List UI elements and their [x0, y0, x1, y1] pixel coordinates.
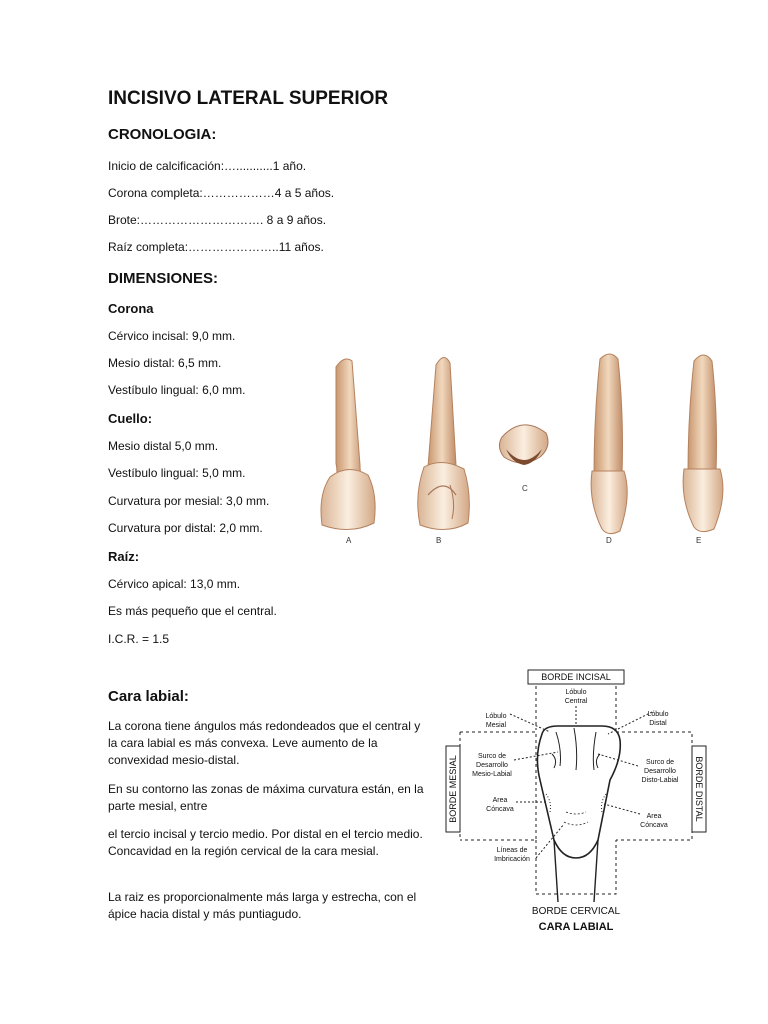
tooth-label-d: D — [606, 536, 612, 545]
concave-areas — [546, 794, 606, 812]
surco-disto-label: Desarrollo — [644, 768, 676, 775]
root-outline — [554, 840, 598, 902]
borde-distal-label: BORDE DISTAL — [694, 756, 704, 822]
cronologia-item: Raíz completa:…………………..11 años. — [108, 240, 324, 254]
surco-disto-label: Disto-Labial — [641, 777, 679, 784]
cara-labial-heading: Cara labial: — [108, 688, 189, 705]
cronologia-item: Corona completa:………………4 a 5 años. — [108, 186, 335, 200]
cronologia-heading: CRONOLOGIA: — [108, 126, 217, 143]
tooth-label-a: A — [346, 536, 352, 545]
lobulo-central-label: Lóbulo — [565, 689, 587, 696]
lobulo-mesial-label: Mesial — [485, 722, 507, 729]
cara-labial-paragraph: La raiz es proporcionalmente más larga y estrecha, con el ápice hacia distal y más puntiagudo. — [108, 890, 417, 921]
tooth-view-d — [591, 354, 627, 545]
corona-item: Mesio distal: 6,5 mm. — [108, 356, 222, 370]
tooth-view-c — [499, 425, 548, 493]
tooth-view-b — [418, 357, 470, 545]
raiz-item: I.C.R. = 1.5 — [108, 632, 170, 646]
cara-labial-paragraph: En su contorno las zonas de máxima curvatura están, en la parte mesial, entre — [108, 782, 424, 813]
lobulo-distal-label: Lóbulo — [647, 711, 669, 718]
tooth-label-e: E — [696, 536, 702, 545]
developmental-grooves — [556, 728, 596, 770]
cronologia-item: Brote:…………………………. 8 a 9 años. — [108, 213, 327, 227]
tooth-label-c: C — [522, 484, 528, 493]
area-concava-right-label: Cóncava — [640, 822, 668, 829]
surco-disto-label: Surco de — [645, 759, 675, 766]
area-concava-right-label: Area — [646, 813, 662, 820]
surco-mesio-label: Mesio-Labial — [472, 771, 512, 778]
cronologia-item: Inicio de calcificación:…...........1 año. — [108, 159, 307, 173]
diagram-caption: CARA LABIAL — [538, 921, 614, 933]
cuello-heading: Cuello: — [108, 411, 153, 426]
tooth-view-a — [321, 359, 375, 545]
cara-labial-paragraph: La corona tiene ángulos más redondeados que el central y la cara labial es más convexa. Leve aumento de la convexidad mesio-distal. — [108, 719, 421, 767]
mesial-frame — [460, 732, 536, 840]
borde-mesial-label: BORDE MESIAL — [448, 755, 458, 823]
lobulo-distal-label: Distal — [649, 720, 667, 727]
tooth-views-illustration — [300, 345, 740, 550]
cuello-item: Mesio distal 5,0 mm. — [108, 439, 219, 453]
crown-outline — [537, 726, 620, 858]
area-concava-left-label: Cóncava — [486, 806, 514, 813]
lineas-label: Líneas de — [496, 847, 528, 854]
area-concava-left-label: Area — [492, 797, 508, 804]
surco-mesio-label: Surco de — [477, 753, 507, 760]
cara-labial-paragraph: el tercio incisal y tercio medio. Por distal en el tercio medio. Concavidad en la región cervical de la cara mesial. — [108, 827, 423, 858]
surco-mesio-label: Desarrollo — [476, 762, 508, 769]
tooth-label-b: B — [436, 536, 442, 545]
lobulo-mesial-label: Lóbulo — [485, 713, 507, 720]
raiz-item: Cérvico apical: 13,0 mm. — [108, 577, 241, 591]
cervical-frame — [536, 840, 616, 894]
raiz-item: Es más pequeño que el central. — [108, 604, 277, 618]
corona-item: Cérvico incisal: 9,0 mm. — [108, 329, 236, 343]
lineas-label: Imbricación — [494, 856, 530, 863]
corona-item: Vestíbulo lingual: 6,0 mm. — [108, 383, 246, 397]
tooth-view-e — [683, 355, 723, 545]
borde-incisal-label: BORDE INCISAL — [541, 672, 611, 682]
dimensiones-heading: DIMENSIONES: — [108, 270, 219, 287]
cuello-item: Vestíbulo lingual: 5,0 mm. — [108, 466, 246, 480]
corona-heading: Corona — [108, 301, 154, 316]
raiz-heading: Raíz: — [108, 549, 140, 564]
page-title: INCISIVO LATERAL SUPERIOR — [108, 88, 389, 109]
borde-cervical-label: BORDE CERVICAL — [531, 906, 621, 917]
lobulo-central-label: Central — [564, 698, 588, 705]
imbrication-lines — [564, 812, 588, 825]
cuello-item: Curvatura por mesial: 3,0 mm. — [108, 494, 270, 508]
cara-labial-diagram — [440, 662, 720, 937]
cuello-item: Curvatura por distal: 2,0 mm. — [108, 521, 263, 535]
